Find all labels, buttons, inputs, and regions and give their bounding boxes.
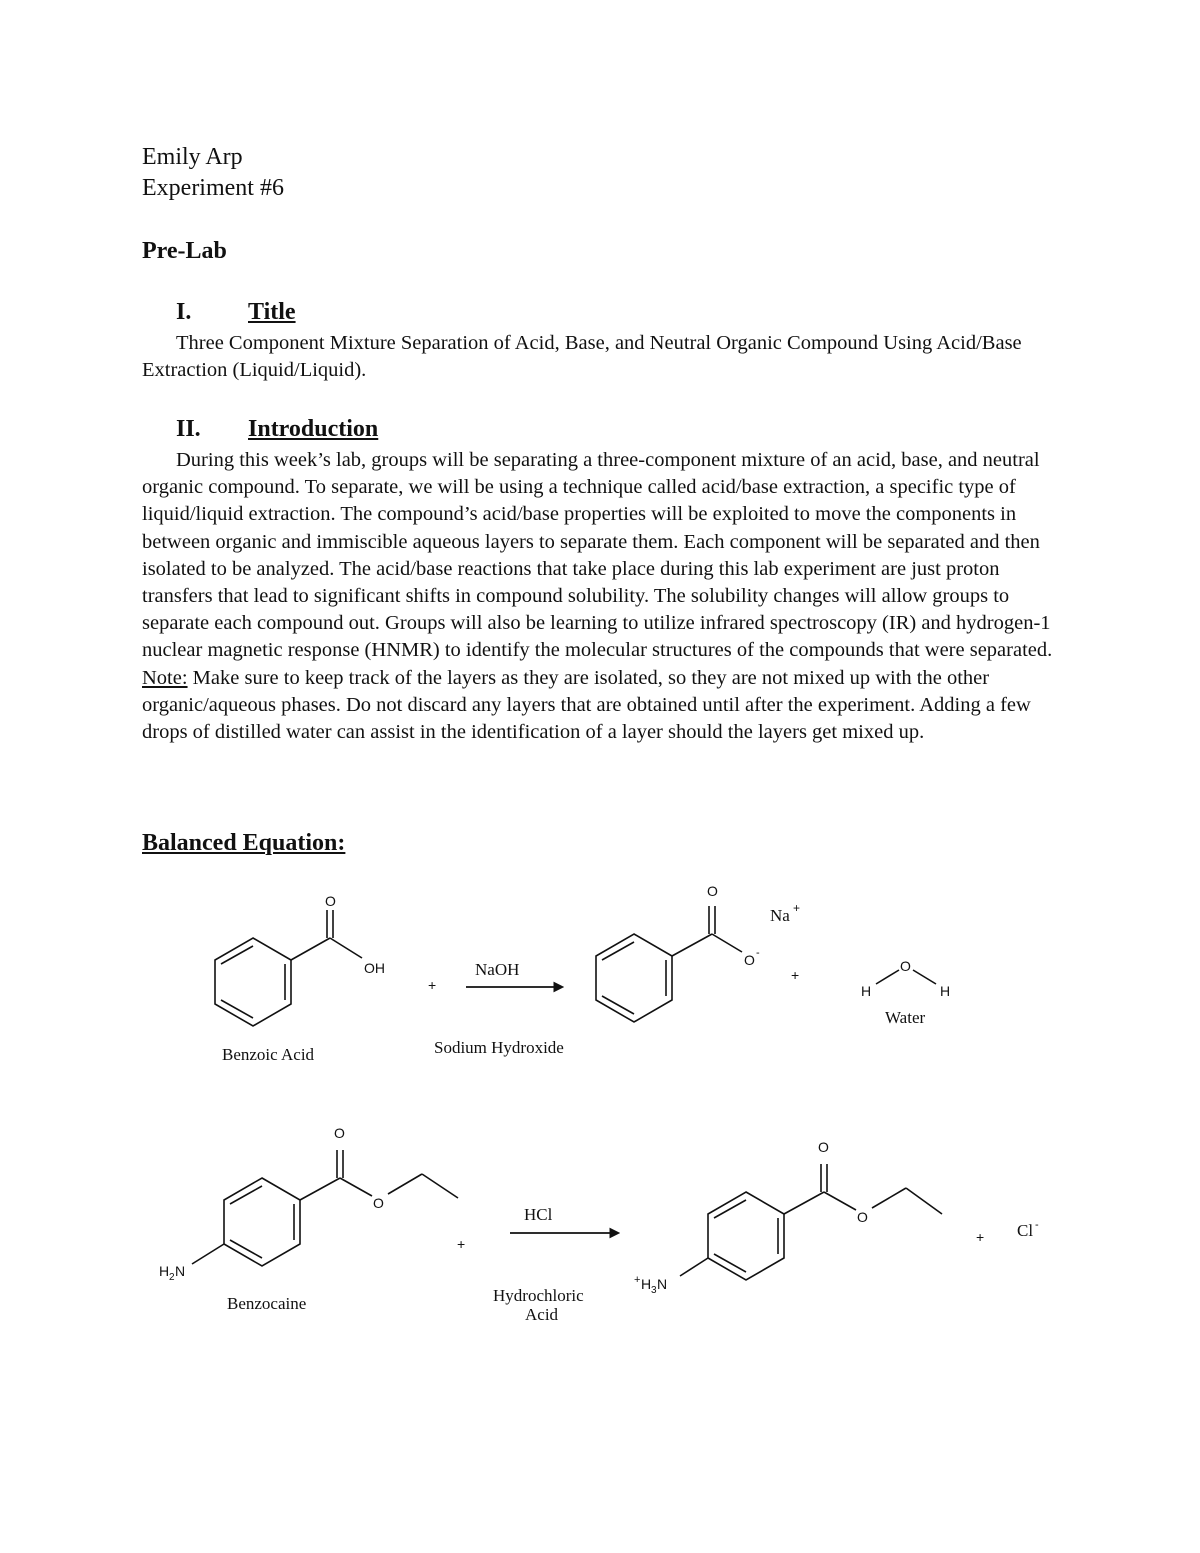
- amine-bond: [192, 1244, 224, 1264]
- benzoic-acid-structure: [215, 910, 362, 1026]
- hydrogen-label: H: [861, 983, 872, 999]
- benzoic-acid-label: Benzoic Acid: [222, 1045, 315, 1064]
- ester-bond: [824, 1192, 856, 1210]
- oh-bond: [913, 970, 936, 984]
- water-oxygen-label: O: [900, 958, 911, 974]
- carbonyl-oxygen-label: O: [818, 1139, 829, 1155]
- carbon-bond: [784, 1192, 824, 1214]
- ring-double-bond: [230, 1240, 262, 1258]
- ester-bond: [340, 1178, 372, 1196]
- chloride-label: Cl: [1017, 1221, 1034, 1240]
- plus-sign: +: [457, 1236, 466, 1252]
- section-1-numeral: I.: [176, 299, 192, 325]
- title-paragraph: Three Component Mixture Separation of Acid, Base, and Neutral Organic Compound Using Acid/Base Extraction (Liquid/Liquid).: [142, 332, 1022, 382]
- section-1-title: Title: [248, 299, 296, 325]
- ring-double-bond: [602, 942, 634, 960]
- note-label: Note:: [142, 666, 188, 689]
- acid-label: Acid: [525, 1305, 559, 1324]
- carbonyl-oxygen-label: O: [334, 1125, 345, 1141]
- chloride-charge: -: [1035, 1219, 1039, 1231]
- benzocaine-structure: [192, 1150, 458, 1266]
- ring-double-bond: [714, 1200, 746, 1218]
- ammonium-h-label: H: [641, 1276, 652, 1292]
- ester-oxygen-label: O: [857, 1209, 868, 1225]
- protonated-benzocaine-structure: [680, 1164, 942, 1280]
- sodium-ion-label: Na: [770, 906, 790, 925]
- carbonyl-oxygen-label: O: [325, 893, 336, 909]
- benzene-ring: [224, 1178, 300, 1266]
- carbon-bond: [300, 1178, 340, 1200]
- naoh-label: NaOH: [475, 960, 520, 979]
- oxide-charge: -: [756, 947, 760, 959]
- ethyl-bond: [422, 1174, 458, 1198]
- amine-h-label: H: [159, 1263, 170, 1279]
- benzocaine-label: Benzocaine: [227, 1294, 307, 1313]
- note-text: Make sure to keep track of the layers as they are isolated, so they are not mixed up with the other organic/aqueous phases. Do not discard any layers that are obtained until after the experiment. Adding a few drops of distilled water can assist in the identification of a layer should the layers get mixed up.: [142, 666, 1031, 744]
- ring-double-bond: [714, 1254, 746, 1272]
- hydroxyl-label: OH: [364, 960, 385, 976]
- oxide-label: O: [744, 952, 755, 968]
- sodium-hydroxide-label: Sodium Hydroxide: [434, 1038, 564, 1057]
- prelab-heading: Pre-Lab: [142, 238, 227, 264]
- ester-oxygen-label: O: [373, 1195, 384, 1211]
- carbon-bond: [291, 938, 330, 960]
- ethyl-bond: [388, 1174, 422, 1194]
- intro-text: During this week’s lab, groups will be separating a three-component mixture of an acid, base, and neutral organic compound. To separate, we will be using a technique called acid/base extraction, a specific type of liquid/liquid extraction. The compound’s acid/base properties will be exploited to move the components in between organic and immiscible aqueous layers to separate them. Each component will be separated and then isolated to be analyzed. The acid/base reactions that take place during this lab experiment are just proton transfers that lead to significant shifts in compound solubility. The solubility changes will allow groups to separate each compound out. Groups will also be learning to utilize infrared spectroscopy (IR) and hydrogen-1 nuclear magnetic response (HNMR) to identify the molecular structures of the compounds that were separated.: [142, 449, 1053, 662]
- plus-sign: +: [428, 977, 437, 993]
- hydrochloric-label: Hydrochloric: [493, 1286, 584, 1305]
- benzene-ring: [596, 934, 672, 1022]
- oh-bond: [876, 970, 899, 984]
- carbonyl-oxygen-label: O: [707, 883, 718, 899]
- hydrogen-label: H: [940, 983, 951, 999]
- sodium-benzoate-structure: [596, 906, 742, 1022]
- carbon-bond: [672, 934, 712, 956]
- sodium-charge: +: [793, 901, 801, 915]
- ammonium-n-label: N: [657, 1276, 668, 1292]
- plus-sign: +: [791, 967, 800, 983]
- ring-double-bond: [602, 996, 634, 1014]
- hcl-label: HCl: [524, 1205, 553, 1224]
- ammonium-subscript: 3: [651, 1285, 657, 1296]
- section-2-title: Introduction: [248, 416, 379, 442]
- ring-double-bond: [221, 1000, 253, 1018]
- balanced-equation-heading: Balanced Equation:: [142, 830, 346, 856]
- ethyl-bond: [906, 1188, 942, 1214]
- experiment-number: Experiment #6: [142, 175, 284, 201]
- ammonium-charge: +: [634, 1274, 641, 1286]
- water-label: Water: [885, 1008, 926, 1027]
- ethyl-bond: [872, 1188, 906, 1208]
- amine-subscript: 2: [169, 1272, 175, 1283]
- author-name: Emily Arp: [142, 144, 243, 170]
- oxide-bond: [712, 934, 742, 952]
- benzene-ring: [708, 1192, 784, 1280]
- plus-sign: +: [976, 1229, 985, 1245]
- amine-n-label: N: [175, 1263, 186, 1279]
- hydroxyl-bond: [330, 938, 362, 958]
- ring-double-bond: [230, 1186, 262, 1204]
- benzene-ring: [215, 938, 291, 1026]
- ammonium-bond: [680, 1258, 708, 1276]
- section-2-numeral: II.: [176, 416, 201, 442]
- ring-double-bond: [221, 946, 253, 964]
